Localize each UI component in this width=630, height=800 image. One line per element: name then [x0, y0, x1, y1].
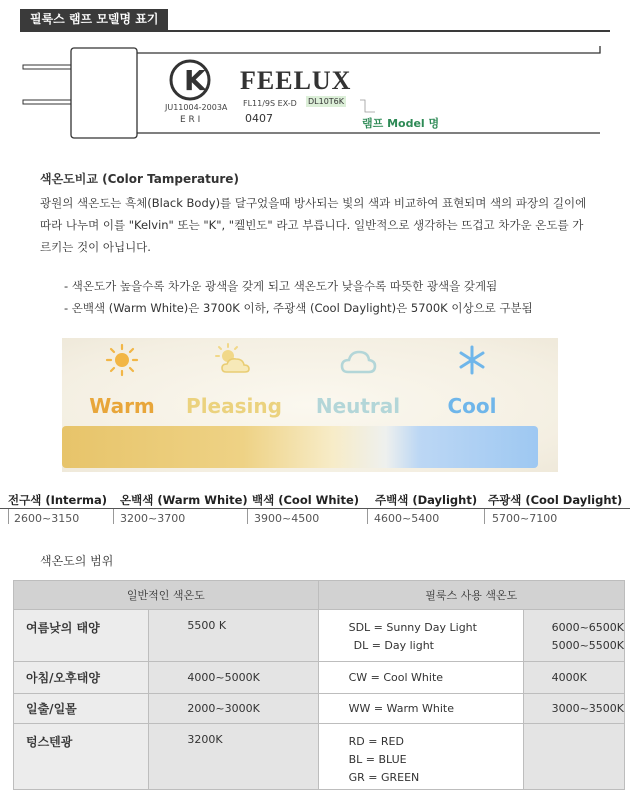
snowflake-icon: [452, 342, 492, 378]
header-feelux: 필룩스 사용 색온도: [318, 581, 624, 610]
sun-icon: [102, 342, 142, 378]
body-line: 광원의 색온도는 흑체(Black Body)를 달구었을때 방사되는 빛의 색과 비교하여 표현되며 색의 파장의 길이에: [40, 196, 587, 210]
range-divider: [247, 509, 248, 524]
category-pleasing: Pleasing: [186, 394, 282, 418]
code-line: CW = Cool White: [348, 670, 444, 684]
range-divider: [484, 509, 485, 524]
header-general: 일반적인 색온도: [14, 581, 319, 610]
color-temperature-bullets: [64, 275, 533, 319]
lamp-pin-top: [23, 65, 71, 69]
color-category-panel: [62, 338, 558, 472]
color-temperature-heading: 색온도비교 (Color Tamperature): [40, 172, 239, 186]
row-label: 여름낮의 태양: [14, 610, 149, 662]
color-temperature-gradient-strip: [62, 426, 538, 468]
range-header-row: [0, 490, 630, 509]
row-codes: [318, 610, 523, 662]
row-label: 일출/일몰: [14, 694, 149, 724]
row-values: [523, 610, 624, 662]
lamp-model-prefix: FL11/9S EX-D: [243, 99, 297, 108]
row-values: [523, 724, 624, 790]
bullet-item: - 색온도가 높을수록 차가운 광색을 갖게 되고 색온도가 낮을수록 따뜻한 광색을 갖게됨: [64, 279, 498, 293]
row-codes: [318, 724, 523, 790]
category-neutral: Neutral: [315, 394, 401, 418]
lamp-base: [71, 48, 137, 138]
value-line: 6000~6500K: [551, 621, 624, 634]
feelux-logo-icon: [171, 61, 209, 99]
logo-letter: K: [184, 64, 206, 97]
lamp-number: 0407: [245, 112, 273, 125]
row-codes: [318, 662, 523, 694]
range-value: 3200~3700: [120, 512, 186, 525]
category-cool: Cool: [447, 394, 497, 418]
lamp-letters-left: E R I: [180, 115, 201, 125]
code-line: WW = Warm White: [348, 701, 454, 715]
lamp-pin-bottom: [23, 100, 71, 104]
table-row: [14, 662, 625, 694]
title-rule: [20, 30, 610, 32]
value-line: 4000K: [551, 670, 587, 684]
row-values: [523, 662, 624, 694]
color-temperature-range-table: [13, 580, 625, 790]
range-divider: [113, 509, 114, 524]
range-name: 전구색 (Interma): [8, 493, 108, 507]
code-line: SDL = Sunny Day Light: [348, 621, 477, 634]
range-value: 4600~5400: [374, 512, 440, 525]
bullet-item: - 온백색 (Warm White)은 3700K 이하, 주광색 (Cool Daylight)은 5700K 이상으로 구분됨: [64, 301, 533, 315]
lamp-code-left: JU11004-2003A: [165, 103, 228, 112]
code-line: RD = RED: [348, 735, 404, 748]
range-divider: [8, 509, 9, 524]
table-row: [14, 724, 625, 790]
row-general: 4000~5000K: [149, 662, 318, 694]
range-name: 주백색 (Daylight): [375, 493, 478, 507]
code-line: GR = GREEN: [348, 771, 420, 784]
row-label: 텅스텐광: [14, 724, 149, 790]
range-value: 3900~4500: [254, 512, 320, 525]
range-value: 5700~7100: [492, 512, 558, 525]
lamp-model-highlight: DL10T6K: [308, 97, 345, 106]
code-line: BL = BLUE: [348, 753, 407, 766]
row-general: 2000~3000K: [149, 694, 318, 724]
lamp-model-caption: 램프 Model 명: [362, 117, 440, 130]
cloud-icon: [338, 342, 378, 378]
category-warm: Warm: [89, 394, 155, 418]
range-name: 백색 (Cool White): [252, 493, 360, 507]
color-temperature-body: [40, 192, 600, 258]
lamp-callout-line: [360, 100, 375, 112]
range-name: 온백색 (Warm White): [120, 493, 248, 507]
sun-cloud-icon: [212, 342, 252, 378]
value-line: 5000~5500K: [551, 639, 624, 652]
range-name: 주광색 (Cool Daylight): [488, 493, 623, 507]
body-line: 르키는 것이 아닙니다.: [40, 240, 151, 254]
body-line: 따라 나누며 이를 "Kelvin" 또는 "K", "켈빈도" 라고 부릅니다. 일반적으로 생각하는 뜨겁고 차가운 온도를 가: [40, 218, 584, 232]
value-line: 3000~3500K: [551, 701, 624, 715]
table-row: [14, 610, 625, 662]
row-label: 아침/오후태양: [14, 662, 149, 694]
range-table-heading: 색온도의 범위: [40, 554, 114, 568]
range-value: 2600~3150: [14, 512, 80, 525]
table-header-row: [14, 581, 625, 610]
table-row: [14, 694, 625, 724]
range-divider: [367, 509, 368, 524]
code-line: DL = Day light: [353, 639, 434, 652]
row-codes: [318, 694, 523, 724]
section-title-tab: 필룩스 램프 모델명 표기: [20, 9, 168, 30]
row-general: 5500 K: [149, 610, 318, 662]
row-general: 3200K: [149, 724, 318, 790]
lamp-brand: FEELUX: [240, 66, 352, 95]
lamp-illustration: [15, 40, 615, 150]
row-values: [523, 694, 624, 724]
